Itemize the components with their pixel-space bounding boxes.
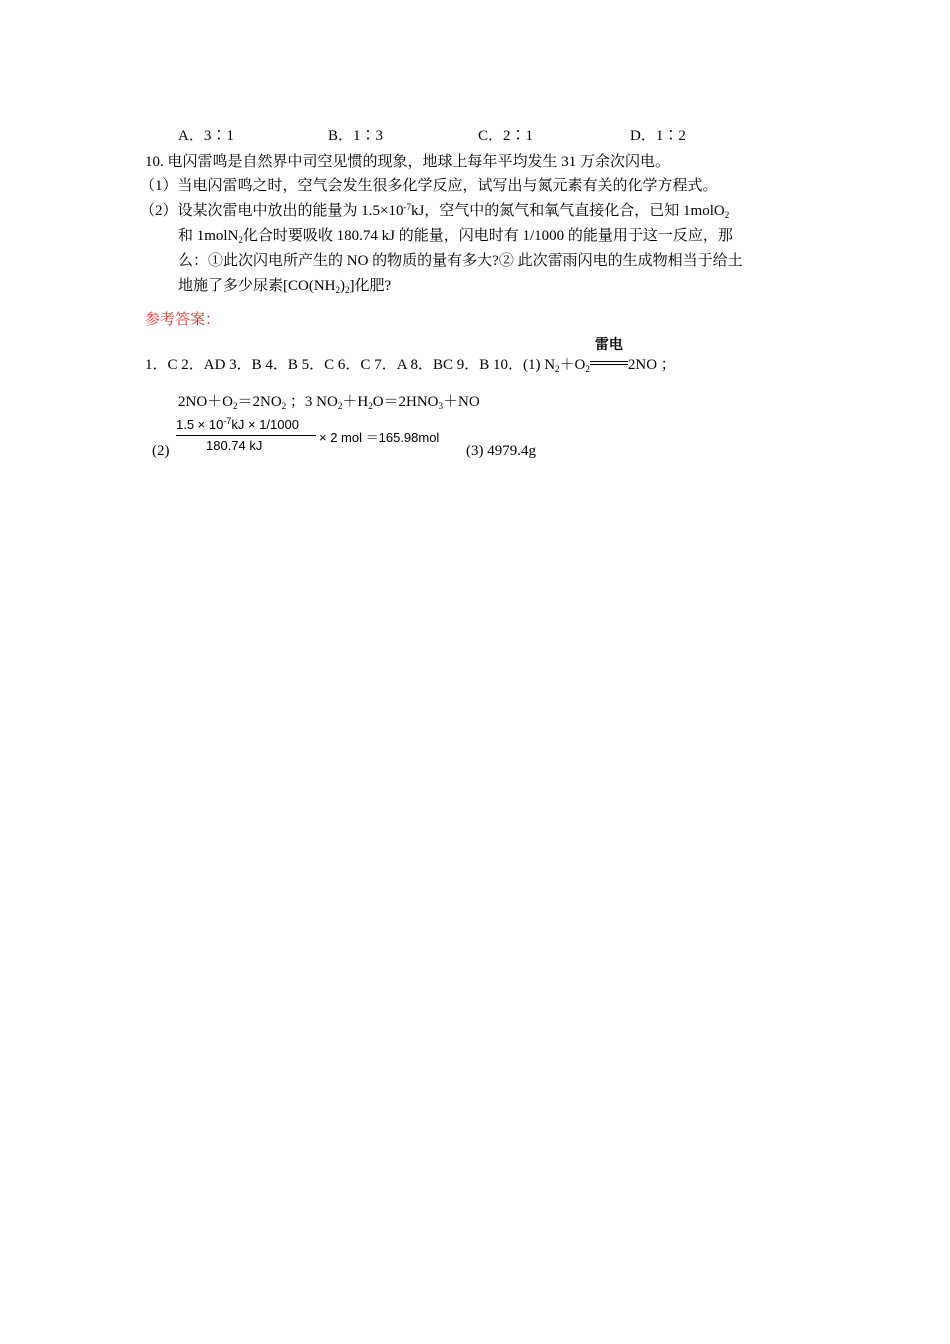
option-d: D．1∶2 xyxy=(630,128,686,144)
part2-text: ) xyxy=(340,278,345,294)
subscript: 2 xyxy=(345,285,350,295)
fraction-expression xyxy=(176,417,466,461)
answer-text: ＝2NO xyxy=(237,394,282,410)
answer-text: ＋H xyxy=(342,394,369,410)
fraction-tail: × 2 mol ＝165.98mol xyxy=(319,430,440,445)
double-bar xyxy=(590,361,628,365)
question-10-part1: （1）当电闪雷鸣之时，空气会发生很多化学反应，试写出与氮元素有关的化学方程式。 xyxy=(140,178,718,194)
subscript: 2 xyxy=(337,401,343,411)
option-a: A．3∶1 xyxy=(178,128,234,144)
question-10-part2-line1 xyxy=(140,202,729,220)
option-b: B．1∶3 xyxy=(328,128,384,144)
subscript: 3 xyxy=(438,401,444,411)
fraction-numerator xyxy=(176,417,299,432)
exponent: -7 xyxy=(403,202,411,212)
part2-text: kJ，空气中的氮气和氧气直接化合，已知 1molO xyxy=(410,203,725,219)
answer-text: ＋O xyxy=(559,357,586,373)
part2-text: 地施了多少尿素[CO(NH xyxy=(178,278,336,294)
answer-part3: (3) 4979.4g xyxy=(466,443,536,459)
answer-text: O＝2HNO xyxy=(372,394,439,410)
subscript: 2 xyxy=(281,401,287,411)
part2-text: ]化肥? xyxy=(349,278,392,294)
fraction-bar xyxy=(176,435,316,436)
answer-text: ；3 NO xyxy=(286,394,338,410)
answer-text: 2NO＋O xyxy=(178,394,233,410)
exponent: -7 xyxy=(223,416,232,426)
question-10-part2-line4 xyxy=(178,277,391,295)
subscript: 2 xyxy=(585,364,590,374)
subscript: 2 xyxy=(368,401,373,411)
reaction-condition xyxy=(590,338,628,369)
part2-text: 和 1molN xyxy=(178,228,239,244)
subscript: 2 xyxy=(238,235,243,245)
numerator-text: kJ × 1/1000 xyxy=(231,417,299,432)
answer-text: 2NO ； xyxy=(627,357,676,373)
subscript: 2 xyxy=(724,210,730,220)
answers-heading: 参考答案： xyxy=(145,312,221,328)
answers-line1 xyxy=(145,338,676,374)
options-row xyxy=(178,127,738,145)
fraction-denominator: 180.74 kJ xyxy=(206,438,263,453)
option-c: C．2∶1 xyxy=(478,128,534,144)
question-number: 10. xyxy=(145,154,164,170)
answers-line2 xyxy=(178,393,480,411)
part2-text: （2）设某次雷电中放出的能量为 1.5×10 xyxy=(140,203,404,219)
question-10-part2-line3: 么：①此次闪电所产生的 NO 的物质的量有多大?② 此次雷雨闪电的生成物相当于给土 xyxy=(178,253,743,269)
question-10-intro xyxy=(145,153,670,171)
answer-text: ＋NO xyxy=(443,394,480,410)
subscript: 2 xyxy=(335,285,340,295)
condition-label: 雷电 xyxy=(594,338,623,353)
question-10-part2-line2 xyxy=(178,227,733,245)
answer-text: 1．C 2．AD 3．B 4．B 5．C 6．C 7．A 8．BC 9．B 10．(1) N xyxy=(145,357,556,373)
question-intro-text: 电闪雷鸣是自然界中司空见惯的现象，地球上每年平均发生 31 万余次闪电。 xyxy=(167,154,671,170)
numerator-text: 1.5 × 10 xyxy=(176,417,224,432)
part2-text: 化合时要吸收 180.74 kJ 的能量，闪电时有 1/1000 的能量用于这一反应，那 xyxy=(242,228,733,244)
subscript: 2 xyxy=(555,364,560,374)
answer-part2-label: (2) xyxy=(152,443,170,459)
subscript: 2 xyxy=(233,401,238,411)
